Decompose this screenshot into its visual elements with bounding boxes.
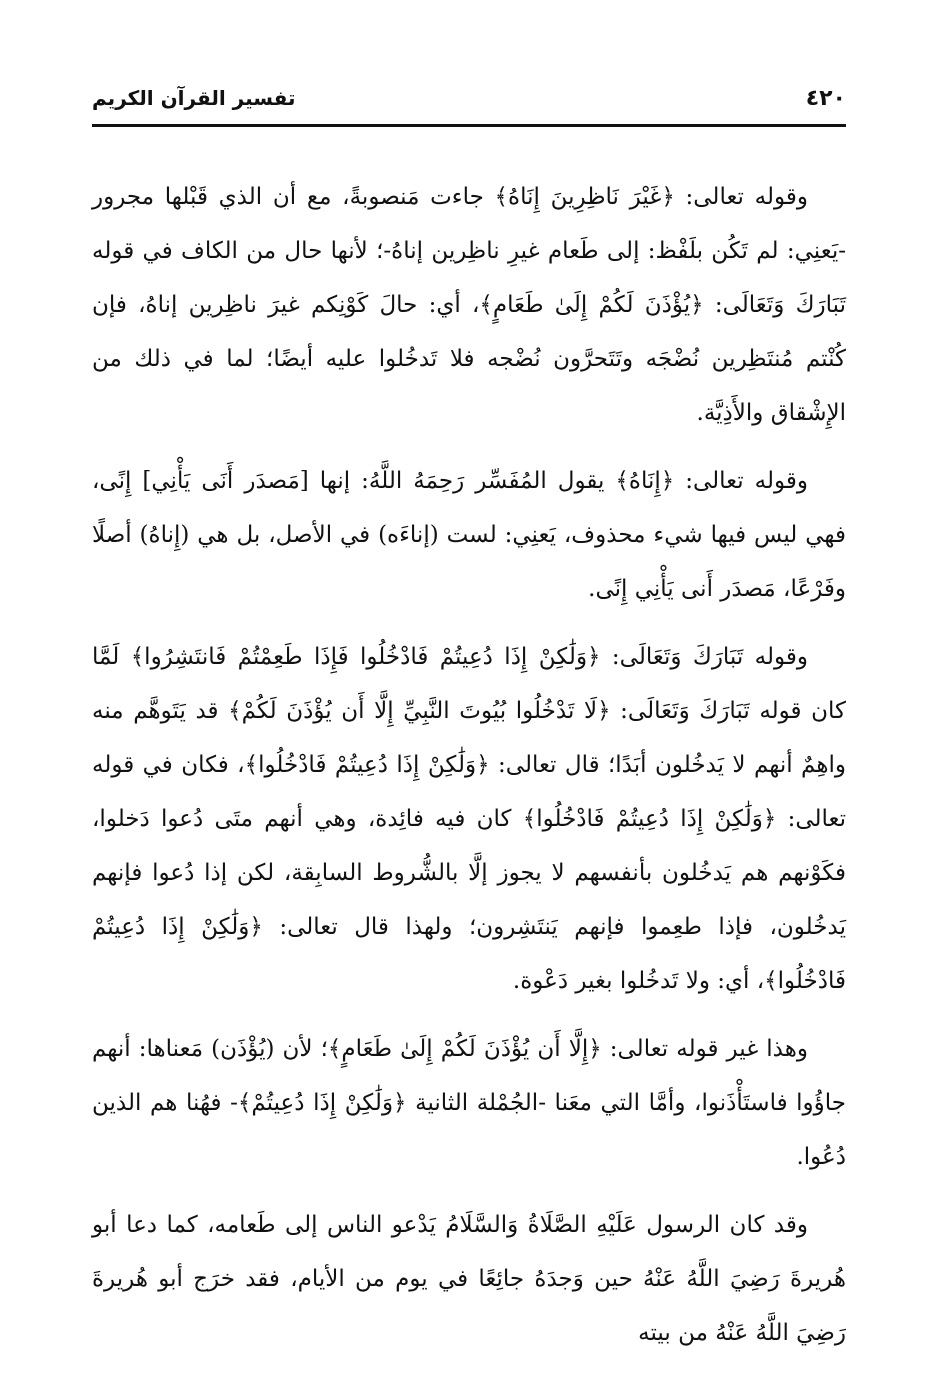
paragraph: وهذا غير قوله تعالى: ﴿إِلَّا أَن يُؤْذَنَ لَكُمْ إِلَىٰ طَعَامٍ﴾؛ لأن (يُؤْذَن) مَعناها: أنهم جاؤُوا فاستَأْذَنوا، وأمَّا التي معَنا -الجُمْلة الثانية ﴿وَلَٰكِنْ إِذَا دُعِيتُمْ﴾- فهُنا هم الذين دُعُوا. xyxy=(92,1036,846,1170)
page-number: ٤٢٠ xyxy=(805,86,846,111)
page-header xyxy=(92,84,846,122)
book-title: تفسير القرآن الكريم xyxy=(92,86,296,110)
paragraph: وقوله تَبَارَكَ وَتَعَالَى: ﴿وَلَٰكِنْ إِذَا دُعِيتُمْ فَادْخُلُوا فَإِذَا طَعِمْتُمْ فَانتَشِرُوا﴾ لَمَّا كان قوله تَبَارَكَ وَتَعَالَى: ﴿لَا تَدْخُلُوا بُيُوتَ النَّبِيِّ إِلَّا أَن يُؤْذَنَ لَكُمْ﴾ قد يَتَوهَّم منه واهِمٌ أنهم لا يَدخُلون أبَدًا؛ قال تعالى: ﴿وَلَٰكِنْ إِذَا دُعِيتُمْ فَادْخُلُوا﴾، فكان في قوله تعالى: ﴿وَلَٰكِنْ إِذَا دُعِيتُمْ فَادْخُلُوا﴾ كان فيه فائِدة، وهي أنهم متَى دُعوا دَخلوا، فكَوْنهم هم يَدخُلون بأنفسهم لا يجوز إلَّا بالشُّروط السابِقة، لكن إذا دُعوا فإنهم يَدخُلون، فإذا طعِموا فإنهم يَنتَشِرون؛ ولهذا قال تعالى: ﴿وَلَٰكِنْ إِذَا دُعِيتُمْ فَادْخُلُوا﴾، أي: ولا تَدخُلوا بغير دَعْوة. xyxy=(92,644,846,994)
page-body xyxy=(92,170,846,1374)
header-divider xyxy=(92,124,846,127)
paragraph: وقد كان الرسول عَلَيْهِ الصَّلَاةُ وَالسَّلَامُ يَدْعو الناس إلى طَعامه، كما دعا أبو هُريرةَ رَضِيَ اللَّهُ عَنْهُ حين وَجدَهُ جائِعًا في يوم من الأيام، فقد خرَج أبو هُريرةَ رَضِيَ اللَّهُ عَنْهُ من بيته xyxy=(92,1212,846,1346)
paragraph: وقوله تعالى: ﴿إِنَاهُ﴾ يقول المُفَسِّر رَحِمَهُ اللَّهُ: إنها [مَصدَر أَنَى يَأْنِي] إِنًى، فهي ليس فيها شيء محذوف، يَعنِي: لست (إناءَه) في الأصل، بل هي (إِناهُ) أصلًا وفَرْعًا، مَصدَر أَنى يَأْنِي إِنًى. xyxy=(92,468,846,602)
paragraph: وقوله تعالى: ﴿غَيْرَ نَاظِرِينَ إِنَاهُ﴾ جاءت مَنصوبةً، مع أن الذي قَبْلها مجرور -يَعنِي: لم تَكُن بلَفْظ: إلى طَعام غيرِ ناظِرين إناهُ-؛ لأنها حال من الكاف في قوله تَبَارَكَ وَتَعَالَى: ﴿يُؤْذَنَ لَكُمْ إِلَىٰ طَعَامٍ﴾، أي: حالَ كَوْنِكم غيرَ ناظِرين إناهُ، فإن كُنْتم مُنتَظِرين نُضْجَه وتَتَحرَّون نُضْجه فلا تَدخُلوا عليه أيضًا؛ لما في ذلك من الإِشْقاق والأَذِيَّة. xyxy=(92,184,846,426)
